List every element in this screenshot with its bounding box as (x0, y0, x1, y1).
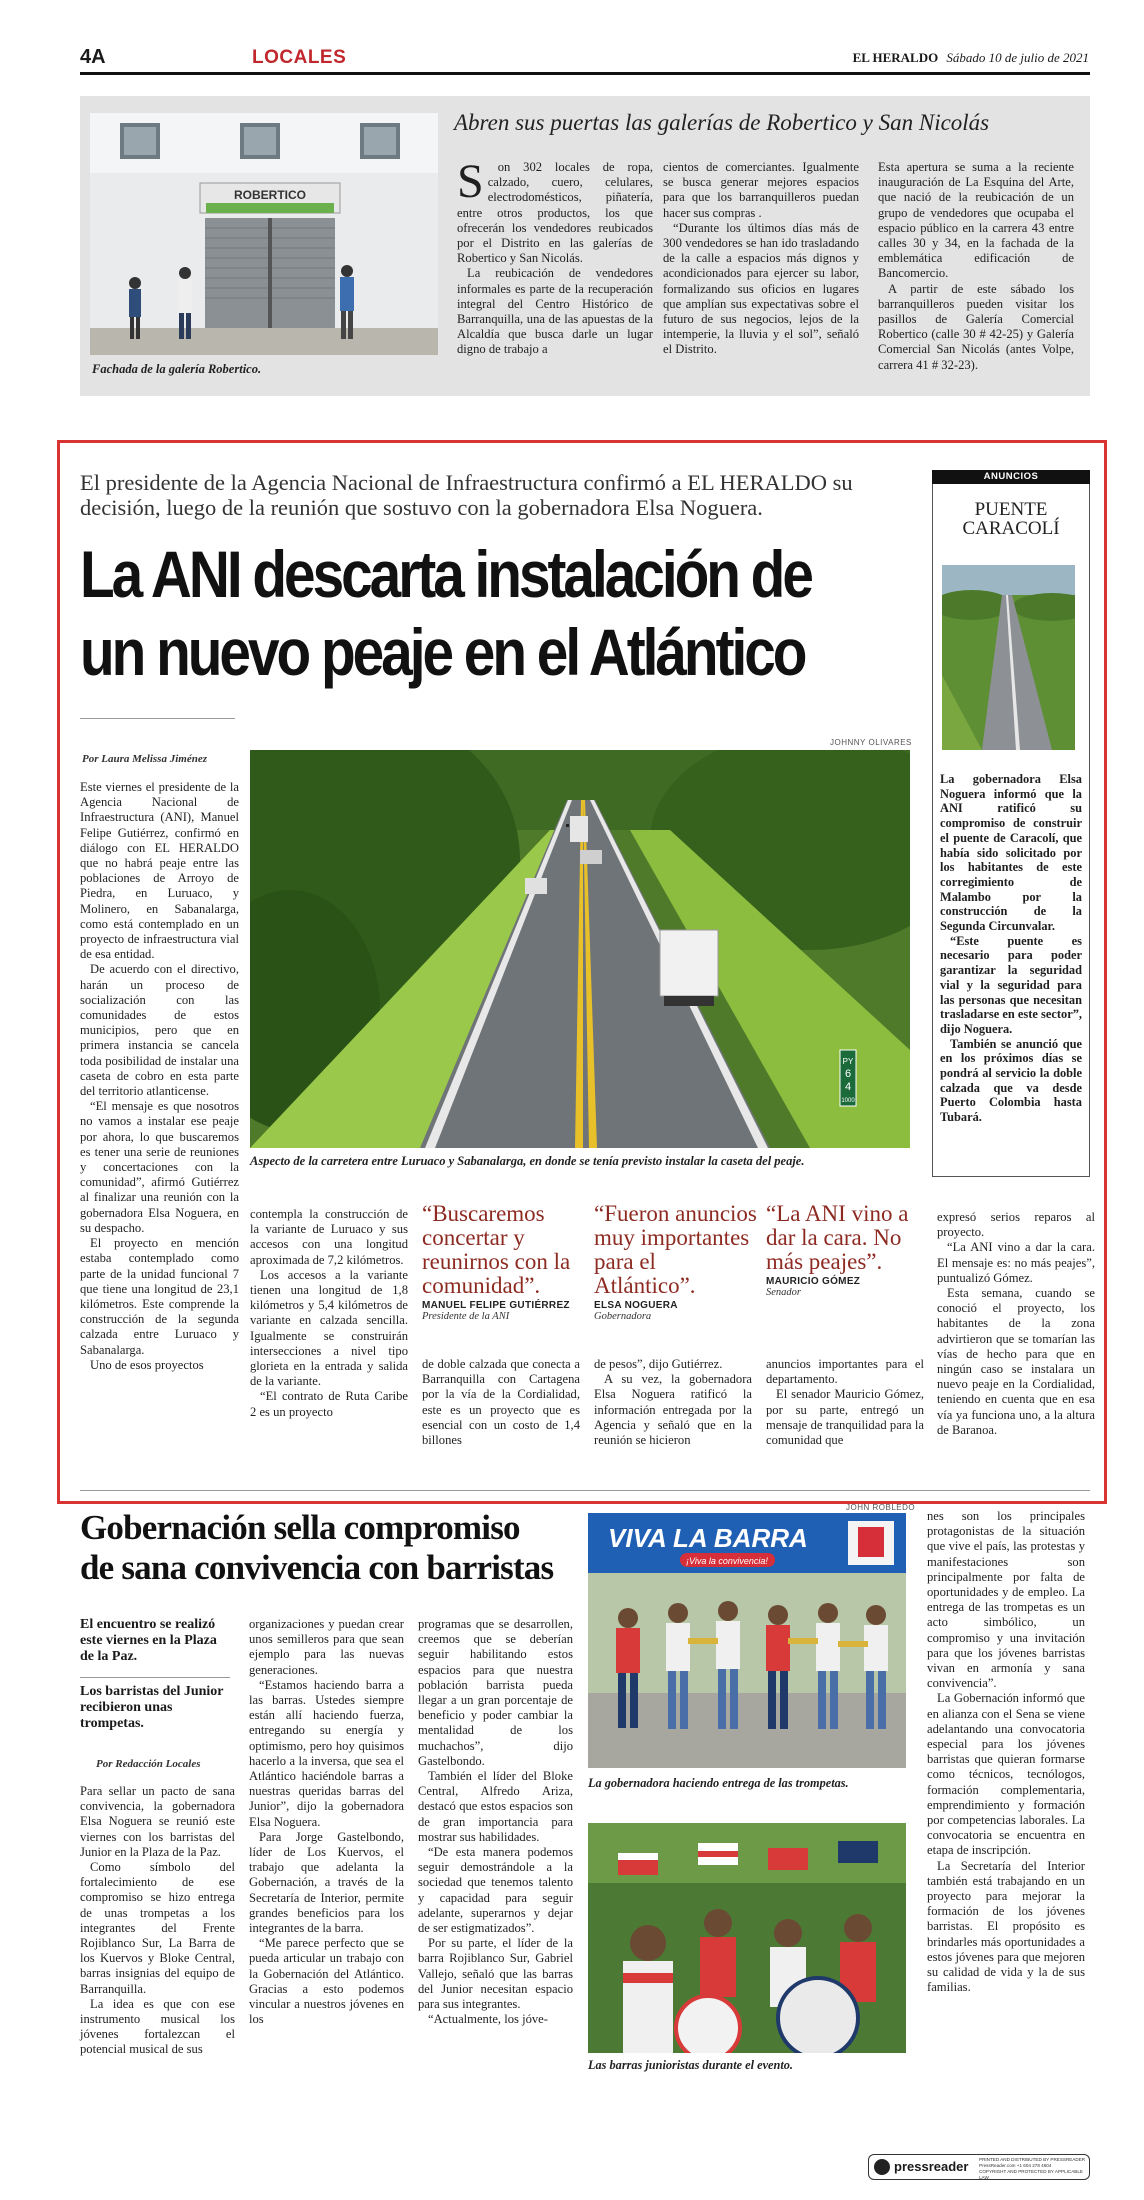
top-story-photo (90, 113, 438, 355)
pressreader-line3: COPYRIGHT AND PROTECTED BY APPLICABLE LAW (979, 2169, 1083, 2180)
top-col1-p1: on 302 locales de ropa, calzado, cuero, celulares, electrodomésticos, piñatería, entre otros productos, los que ofrecerán los vendedores reubicados por el Distrito en las galerías de Robertico y San Nicolás. (457, 160, 653, 266)
main-headline-rule (80, 718, 235, 719)
top-col1-p2: La reubicación de vendedores informales es parte de la recuperación integral del Centro Histórico de Barranquilla, una de las apuestas de la Alcaldía que busca darle un lugar digno de trabajo a (457, 266, 653, 357)
bottom-col2-p1: organizaciones y puedan crear unos semilleros para que sean ejemplo para las nuevas generaciones. (249, 1617, 404, 1677)
sidebar-title-line1: PUENTE (974, 499, 1048, 520)
sidebar-tag: ANUNCIOS (932, 470, 1090, 484)
sidebar-title-line2: CARACOLÍ (962, 518, 1060, 539)
barra-photo-illustration (588, 1513, 906, 1768)
pull-quote-2-role: Gobernadora (594, 1311, 652, 1322)
bottom-col3-p4: Por su parte, el líder de la barra Rojiblanco Sur, Gabriel Vallejo, señaló que las barras del Junior necesitan espacio para sus integrantes. (418, 1936, 573, 2012)
pressreader-icon (874, 2159, 890, 2175)
page-number: 4A (80, 46, 106, 68)
main-col1-p4: El proyecto en mención estaba contemplado como parte de la unidad funcional 7 que tiene una longitud de 23,1 kilómetros. Este comprende la construcción de la segunda calzada entre Luruaco y Sabanalarga. (80, 1236, 239, 1357)
main-photo-caption: Aspecto de la carretera entre Luruaco y Sabanalarga, en donde se tenía previsto instalar la caseta del peaje. (250, 1154, 805, 1168)
bottom-photo-credit: JOHN ROBLEDO (846, 1503, 916, 1512)
main-byline: Por Laura Melissa Jiménez (82, 753, 207, 765)
pull-quote-2 (594, 1202, 759, 1322)
bottom-col3-p5: “Actualmente, los jóve- (428, 2012, 548, 2027)
pull-quote-1-name: MANUEL FELIPE GUTIÉRREZ (422, 1300, 570, 1311)
top-col3-p1: Esta apertura se suma a la reciente inauguración de La Esquina del Arte, que nació de la reubicación de un grupo de vendedores que ocupaba el espacio público en la carrera 43 entre calles 30 y 34, en la fachada de la emblemática edificación de Bancomercio. (878, 160, 1074, 281)
pressreader-badge (868, 2154, 1090, 2180)
bottom-summary-2: Los barristas del Junior recibieron unas trompetas. (80, 1684, 224, 1731)
main-col6-p3: Esta semana, cuando se conoció el proyecto, los habitantes de la zona advirtieron que se tomarían las vías de hecho para que en ningún caso se instalara un nuevo peaje en la Cordialidad, teniendo en cuenta que en esa vía ya funciona uno, a la altura de Baranoa. (937, 1286, 1095, 1437)
main-photo (250, 750, 910, 1148)
main-col4-p2: A su vez, la gobernadora Elsa Noguera ratificó la información entregada por la Agencia y señaló que en la reunión se hicieron (594, 1372, 752, 1448)
main-col4 (594, 1357, 752, 1448)
section-label: LOCALES (252, 47, 347, 68)
sidebar-p3: También se anunció que en los próximos días se pondrá al servicio la doble calzada que va desde Puerto Colombia hasta Tubará. (940, 1036, 1082, 1125)
pull-quote-3-role: Senador (766, 1287, 801, 1298)
drop-cap: S (457, 155, 484, 208)
main-bottom-rule (80, 1490, 1090, 1491)
main-col5-p1: anuncios importantes para el departamento. (766, 1357, 924, 1387)
paper-name: EL HERALDO (852, 50, 939, 65)
banner-subtitle: ¡Viva la convivencia! (686, 1556, 768, 1566)
bottom-col3 (418, 1617, 573, 2027)
bottom-col4 (927, 1509, 1085, 1996)
road-sign-6: 6 (844, 1068, 852, 1080)
main-col5-p2: El senador Mauricio Gómez, por su parte, entregó un mensaje de tranquilidad para la comunidad que (766, 1387, 924, 1448)
bottom-headline-line1: Gobernación sella compromiso (80, 1508, 520, 1547)
bottom-photo-1 (588, 1513, 906, 1768)
main-col4-p1: de pesos”, dijo Gutiérrez. (594, 1357, 723, 1371)
bottom-col2-p2: “Estamos haciendo barra a las barras. Ustedes siempre están allí haciendo fuerza, entregando su energía y optimismo, pero hoy quisimos hacerlo a la inversa, que sea el Atlántico haciéndole barras a nuestras queridas barras del Junior”, dijo la gobernadora Elsa Noguera. (249, 1677, 404, 1829)
main-col1-p3: “El mensaje es que nosotros no vamos a instalar ese peaje por ahora, lo que buscaremos es tener una serie de reuniones y concertaciones con la comunidad”, afirmó Gutiérrez al finalizar una reunión con la gobernadora Elsa Noguera, en su despacho. (80, 1099, 239, 1235)
main-headline-line1: La ANI descarta instalación de (80, 537, 811, 611)
main-photo-credit: JOHNNY OLIVARES (830, 738, 912, 747)
main-col3-p1: de doble calzada que conecta a Barranquilla con Cartagena por la vía de la Cordialidad, este es un proyecto que es esencial con un costo de 1,4 billones (422, 1357, 580, 1448)
barra-crowd-illustration (588, 1823, 906, 2053)
pull-quote-1-text: “Buscaremos concertar y reunirnos con la comunidad”. (422, 1201, 571, 1298)
banner-title: VIVA LA BARRA (608, 1523, 808, 1553)
bottom-col4-p1: nes son los principales protagonistas de la situación que vive el país, las protestas y manifestaciones son principalmente por falta de oportunidades y de empleo. La entrega de las trompetas es un acto simbólico, un compromiso y una invitación para que los jóvenes barristas vivan en armonía y sana convivencia”. (927, 1509, 1085, 1691)
bottom-col1-p1: Para sellar un pacto de sana convivencia, la gobernadora Elsa Noguera se reunió este viernes con los barristas del Junior en la Plaza de la Paz. (80, 1784, 235, 1859)
sidebar-p1: La gobernadora Elsa Noguera informó que la ANI ratificó su compromiso de construir el puente de Caracolí, que había sido solicitado por los habitantes de este corregimiento de Malambo por la construcción de la Segunda Circunvalar. (940, 772, 1082, 934)
bridge-road-illustration (942, 565, 1075, 750)
top-story-headline: Abren sus puertas las galerías de Robertico y San Nicolás (454, 110, 990, 135)
sidebar-title (932, 500, 1090, 538)
main-col1-p1: Este viernes el presidente de la Agencia Nacional de Infraestructura (ANI), Manuel Felipe Gutiérrez, confirmó en diálogo con EL HERALDO que no habrá peaje entre las poblaciones de Arroyo de Piedra, en Luruaco, y Molinero, en Sabanalarga, como está contemplado en un proyecto de infraestructura vial de esa entidad. (80, 780, 239, 962)
bottom-col2-p3: Para Jorge Gastelbondo, líder de Los Kuervos, el trabajo que adelanta la Gobernación, a través de la Secretaría de Interior, permite grandes beneficios para los integrantes de la barra. (249, 1829, 404, 1936)
header-rule (80, 72, 1090, 75)
bottom-headline (80, 1508, 600, 1588)
bottom-photo-2-caption: Las barras junioristas durante el evento. (588, 2058, 793, 2072)
bottom-summary-rule (80, 1677, 230, 1678)
bottom-col4-p2: La Gobernación informó que en alianza con el Sena se viene adelantando una convocatoria especial para los jóvenes barristas que quieran formarse como técnicos, tecnólogos, formación complementaria, emprendimiento y formación por competencias laborales. La convocatoria se encuentra en etapa de inscripción. (927, 1691, 1085, 1858)
pull-quote-1-role: Presidente de la ANI (422, 1311, 510, 1322)
main-headline (80, 535, 811, 691)
main-headline-line2: un nuevo peaje en el Atlántico (80, 615, 805, 689)
issue-date: Sábado 10 de julio de 2021 (946, 50, 1089, 65)
bottom-col4-p3: La Secretaría del Interior también está trabajando en un proyecto para mejorar la formación de los jóvenes barristas. El propósito es brindarles más oportunidades a estos jóvenes para que mejoren su calidad de vida y la de sus familias. (927, 1858, 1085, 1995)
sidebar-p2: “Este puente es necesario para poder garantizar la seguridad vial y la seguridad para las personas que necesitan trasladarse en este sector”, dijo Noguera. (940, 933, 1082, 1036)
pull-quote-3-name: MAURICIO GÓMEZ (766, 1276, 861, 1287)
main-col1-p5: Uno de esos proyectos (90, 1357, 204, 1372)
road-sign-1000: 1000 (841, 1098, 855, 1104)
top-photo-caption: Fachada de la galería Robertico. (92, 362, 262, 376)
bottom-col2 (249, 1617, 404, 2027)
main-deck: El presidente de la Agencia Nacional de Infraestructura confirmó a EL HERALDO su decisión, luego de la reunión que sostuvo con la gobernadora Elsa Noguera. (80, 470, 853, 520)
road-sign-4: 4 (844, 1081, 852, 1093)
pull-quote-2-name: ELSA NOGUERA (594, 1300, 678, 1311)
bottom-col3-p1: programas que se desarrollen, creemos que se deberían seguir habilitando estos espacios para que nuestra población barrista pueda llegar a un gran porcentaje de beneficio y poder cambiar la mentalidad de los muchachos”, dijo Gastelbondo. (418, 1617, 573, 1768)
bottom-col3-p2: También el líder del Bloke Central, Alfredo Ariza, destacó que estos espacios son de gran importancia para mostrar sus habilidades. (418, 1769, 573, 1844)
main-col1-p2: De acuerdo con el directivo, harán un proceso de socialización con las comunidades de estos municipios, pero que en primera instancia se cancela toda posibilidad de instalar una caseta de cobro en esta parte del territorio atlanticense. (80, 962, 239, 1099)
main-col2-p3: “El contrato de Ruta Caribe 2 es un proyecto (250, 1389, 408, 1419)
pull-quote-1 (422, 1202, 587, 1322)
galeria-photo-illustration (90, 113, 438, 355)
masthead-date (853, 50, 1089, 66)
main-col3 (422, 1357, 580, 1448)
main-col5 (766, 1357, 924, 1448)
road-sign-py: PY (842, 1057, 854, 1066)
road-photo-illustration (250, 750, 910, 1148)
bottom-col1-p3: La idea es que con ese instrumento musical los jóvenes fortalezcan el potencial musical de sus (80, 1996, 235, 2057)
bottom-col3-p3: “De esta manera podemos seguir demostrándole a la sociedad que tenemos talento y capacidad para seguir adelante, superarnos y dejar de ser estigmatizados”. (418, 1845, 573, 1936)
pull-quote-3 (766, 1202, 921, 1298)
pressreader-line1: PRINTED AND DISTRIBUTED BY PRESSREADER (979, 2157, 1086, 2162)
bottom-col2-p4: “Me parece perfecto que se pueda articular un trabajo con la Gobernación del Atlántico. Gracias a esto podemos vincular a nuestros jóvenes en los (249, 1936, 404, 2027)
top-col2-p1: cientos de comerciantes. Igualmente se busca generar mejores espacios para que los barranquilleros puedan hacer sus compras . (663, 160, 859, 220)
bottom-photo-2 (588, 1823, 906, 2053)
pressreader-brand: pressreader (894, 2159, 969, 2174)
main-col2-p1: contempla la construcción de la variante de Luruaco y sus accesos con una longitud aproximada de 7,2 kilómetros. (250, 1207, 408, 1267)
top-story-col2 (663, 160, 859, 358)
sidebar-text (940, 772, 1082, 1125)
top-story-col1 (457, 155, 653, 358)
bottom-byline: Por Redacción Locales (96, 1758, 201, 1770)
pull-quote-2-text: “Fueron anuncios muy importantes para el Atlántico”. (594, 1201, 757, 1298)
main-col6-p1: expresó serios reparos al proyecto. (937, 1210, 1095, 1240)
pressreader-line2: PressReader.com +1 604 278 4604 (979, 2163, 1052, 2168)
galeria-sign: ROBERTICO (234, 188, 306, 202)
main-col1 (80, 780, 239, 1373)
pull-quote-3-text: “La ANI vino a dar la cara. No más peajes”. (766, 1201, 909, 1274)
bottom-col1 (80, 1784, 235, 2058)
pressreader-fineprint (979, 2157, 1089, 2181)
main-col2-p2: Los accesos a la variante tienen una longitud de 1,8 kilómetros y 5,4 kilómetros de variante en calzada sencilla. Igualmente se construirán intersecciones a nivel tipo glorieta en la entrada y salida de la variante. (250, 1267, 408, 1389)
main-col6 (937, 1210, 1095, 1438)
bottom-photo-1-caption: La gobernadora haciendo entrega de las trompetas. (588, 1776, 849, 1790)
top-story-col3 (878, 160, 1074, 373)
main-col2 (250, 1207, 408, 1420)
bottom-col1-p2: Como símbolo del fortalecimiento de ese compromiso se hizo entrega de unas trompetas a los integrantes del Frente Rojiblanco Sur, La Barra de los Kuervos y Bloke Central, barras insignias del equipo de Barranquilla. (80, 1860, 235, 1996)
bottom-headline-line2: de sana convivencia con barristas (80, 1548, 554, 1587)
top-col3-p2: A partir de este sábado los barranquilleros pueden visitar los pasillos de Galería Comercial Robertico (calle 30 # 42-25) y Galería Comercial San Nicolás (antes Volpe, carrera 41 # 32-23). (878, 281, 1074, 372)
sidebar-photo (942, 565, 1075, 750)
main-col6-p2: “La ANI vino a dar la cara. El mensaje es: no más peajes”, puntualizó Gómez. (937, 1240, 1095, 1285)
top-col2-p2: “Durante los últimos días más de 300 vendedores se han ido trasladando de la calle a espacios más dignos y acondicionados para ejercer su labor, formalizando sus oficios en lugares que amplían sus expectativas sobre el futuro de sus negocios, lejos de la intemperie, la lluvia y el sol”, señaló el Distrito. (663, 220, 859, 357)
bottom-summary-1: El encuentro se realizó este viernes en la Plaza de la Paz. (80, 1617, 217, 1664)
